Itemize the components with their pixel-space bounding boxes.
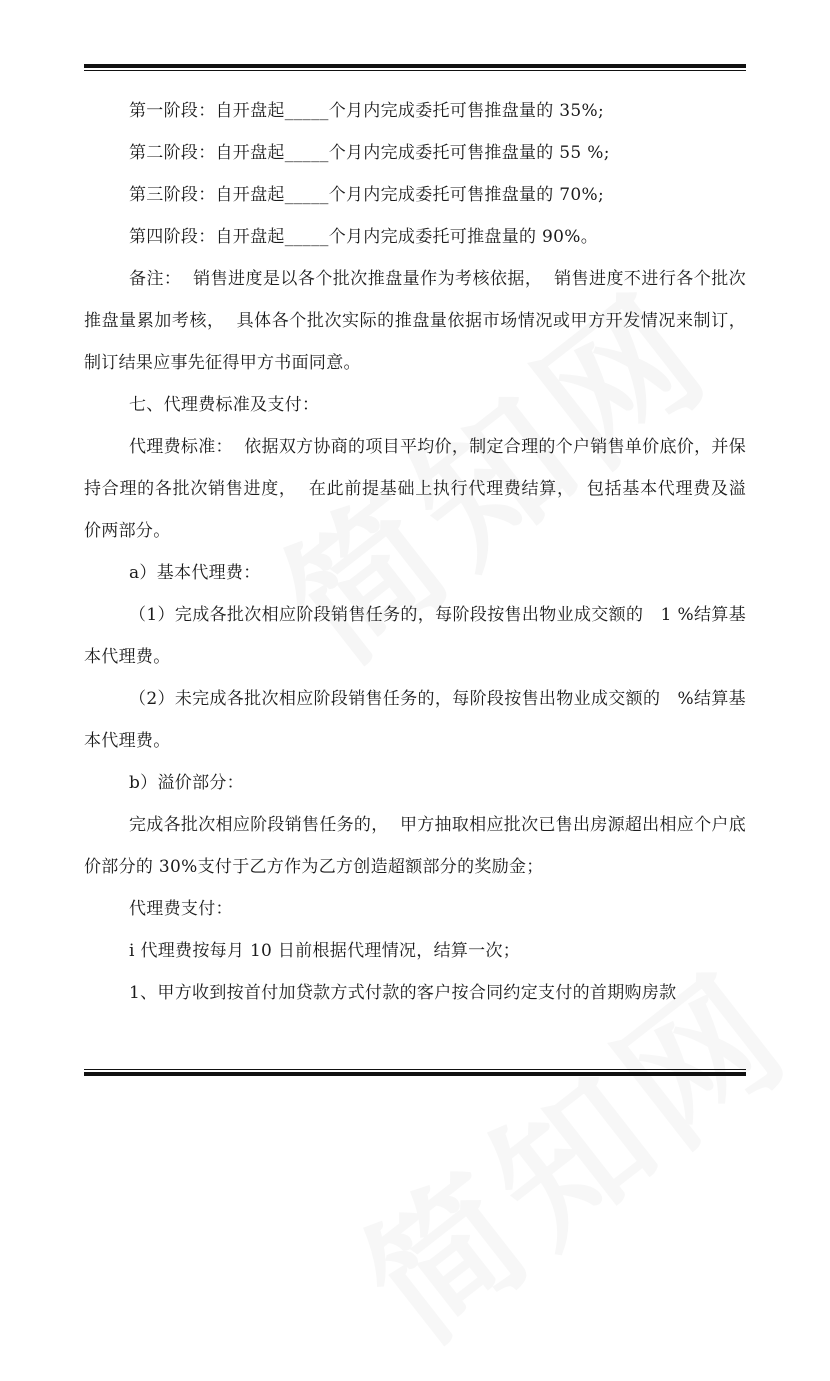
paragraph-basic-fee-2: （2）未完成各批次相应阶段销售任务的，每阶段按售出物业成交额的 %结算基本代理费。 [84, 689, 746, 751]
paragraph-payment-1: 1、甲方收到按首付加贷款方式付款的客户按合同约定支付的首期购房款 [129, 983, 677, 1003]
header-rule [84, 64, 746, 71]
paragraph-basic-fee-1: （1）完成各批次相应阶段销售任务的，每阶段按售出物业成交额的 1 %结算基本代理费。 [84, 605, 746, 667]
paragraph-payment-i: i 代理费按每月 10 日前根据代理情况，结算一次； [129, 941, 521, 961]
paragraph-stage-2: 第二阶段：自开盘起_____个月内完成委托可售推盘量的 55 %; [129, 143, 610, 163]
paragraph-note: 备注： 销售进度是以各个批次推盘量作为考核依据， 销售进度不进行各个批次推盘量累加考核， 具体各个批次实际的推盘量依据市场情况或甲方开发情况来制订，制订结果应事先征得甲方书面同意。 [84, 269, 746, 373]
section-heading-7: 七、代理费标准及支付： [129, 395, 320, 415]
paragraph-premium: 完成各批次相应阶段销售任务的， 甲方抽取相应批次已售出房源超出相应个户底价部分的 30%支付于乙方作为乙方创造超额部分的奖励金； [84, 815, 746, 877]
subheading-fee-payment: 代理费支付： [129, 899, 233, 919]
subheading-basic-fee: a）基本代理费： [129, 563, 261, 583]
document-body [84, 90, 746, 1014]
subheading-premium: b）溢价部分： [129, 773, 244, 793]
paragraph-stage-3: 第三阶段：自开盘起_____个月内完成委托可售推盘量的 70%; [129, 185, 605, 205]
paragraph-stage-1: 第一阶段：自开盘起_____个月内完成委托可售推盘量的 35%; [129, 101, 605, 121]
paragraph-fee-standard: 代理费标准： 依据双方协商的项目平均价，制定合理的个户销售单价底价，并保持合理的各批次销售进度， 在此前提基础上执行代理费结算， 包括基本代理费及溢价两部分。 [84, 437, 746, 541]
paragraph-stage-4: 第四阶段：自开盘起_____个月内完成委托可推盘量的 90%。 [129, 227, 598, 247]
footer-rule [84, 1069, 746, 1076]
